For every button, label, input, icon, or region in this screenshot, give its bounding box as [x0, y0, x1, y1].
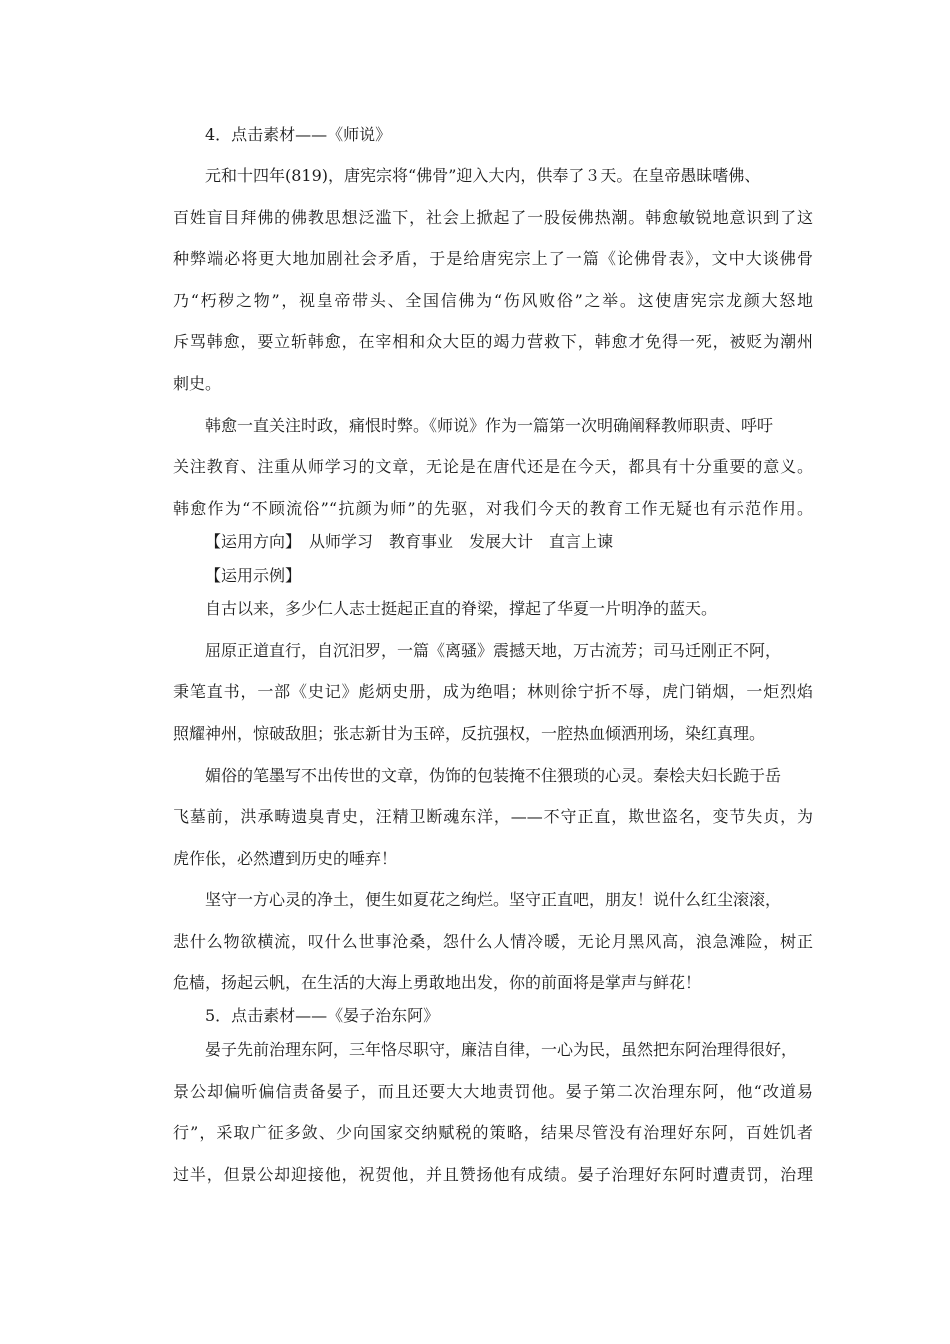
usage-direction: 【运用方向】 从师学习 教育事业 发展大计 直言上谏 — [205, 532, 614, 551]
paragraph-line: 过半，但景公却迎接他，祝贺他，并且赞扬他有成绩。晏子治理好东阿时遭责罚，治理 — [173, 1165, 813, 1184]
paragraph-line: 韩愈一直关注时政，痛恨时弊。《师说》作为一篇第一次明确阐释教师职责、呼吁 — [205, 416, 774, 435]
paragraph-line: 危樯，扬起云帆，在生活的大海上勇敢地出发，你的前面将是掌声与鲜花！ — [173, 973, 702, 992]
paragraph-line: 行”，采取广征多敛、少向国家交纳赋税的策略，结果尽管没有治理好东阿，百姓饥者 — [173, 1123, 813, 1142]
paragraph-line: 刺史。 — [173, 374, 222, 393]
paragraph-line: 坚守一方心灵的净土，便生如夏花之绚烂。坚守正直吧，朋友！说什么红尘滚滚， — [205, 890, 782, 909]
paragraph-line: 百姓盲目拜佛的佛教思想泛滥下，社会上掀起了一股佞佛热潮。韩愈敏锐地意识到了这 — [173, 208, 813, 227]
paragraph-line: 悲什么物欲横流，叹什么世事沧桑，怨什么人情冷暖，无论月黑风高，浪急滩险，树正 — [173, 932, 813, 951]
paragraph-line: 韩愈作为“不顾流俗”“抗颜为师”的先驱，对我们今天的教育工作无疑也有示范作用。 — [173, 499, 813, 518]
paragraph-line: 飞墓前，洪承畴遗臭青史，汪精卫断魂东洋，——不守正直，欺世盗名，变节失贞，为 — [173, 807, 813, 826]
paragraph-line: 虎作伥，必然遭到历史的唾弃！ — [173, 849, 398, 868]
paragraph-line: 景公却偏听偏信责备晏子，而且还要大大地责罚他。晏子第二次治理东阿，他“改道易 — [173, 1082, 813, 1101]
paragraph-line: 自古以来，多少仁人志士挺起正直的脊梁，撑起了华夏一片明净的蓝天。 — [205, 599, 718, 618]
section-heading: 5．点击素材——《晏子治东阿》 — [205, 1006, 440, 1025]
paragraph-line: 关注教育、注重从师学习的文章，无论是在唐代还是在今天，都具有十分重要的意义。 — [173, 457, 813, 476]
paragraph-line: 种弊端必将更大地加剧社会矛盾，于是给唐宪宗上了一篇《论佛骨表》，文中大谈佛骨 — [173, 249, 813, 268]
paragraph-line: 晏子先前治理东阿，三年恪尽职守，廉洁自律，一心为民，虽然把东阿治理得很好， — [205, 1040, 798, 1059]
section-heading: 4．点击素材——《师说》 — [205, 125, 392, 144]
paragraph-line: 照耀神州，惊破敌胆；张志新甘为玉碎，反抗强权，一腔热血倾洒刑场，染红真理。 — [173, 724, 766, 743]
paragraph-line: 秉笔直书，一部《史记》彪炳史册，成为绝唱；林则徐宁折不辱，虎门销烟，一炬烈焰 — [173, 682, 813, 701]
paragraph-line: 媚俗的笔墨写不出传世的文章，伪饰的包装掩不住猥琐的心灵。秦桧夫妇长跪于岳 — [205, 766, 782, 785]
paragraph-line: 乃“朽秽之物”，视皇帝带头、全国信佛为“伤风败俗”之举。这使唐宪宗龙颜大怒地 — [173, 291, 813, 310]
paragraph-line: 元和十四年(819)，唐宪宗将“佛骨”迎入大内，供奉了３天。在皇帝愚昧嗜佛、 — [205, 166, 761, 185]
paragraph-line: 斥骂韩愈，要立斩韩愈，在宰相和众大臣的竭力营救下，韩愈才免得一死，被贬为潮州 — [173, 332, 813, 351]
paragraph-line: 屈原正道直行，自沉汨罗，一篇《离骚》震撼天地，万古流芳；司马迁刚正不阿， — [205, 641, 782, 660]
usage-example-heading: 【运用示例】 — [205, 566, 302, 585]
